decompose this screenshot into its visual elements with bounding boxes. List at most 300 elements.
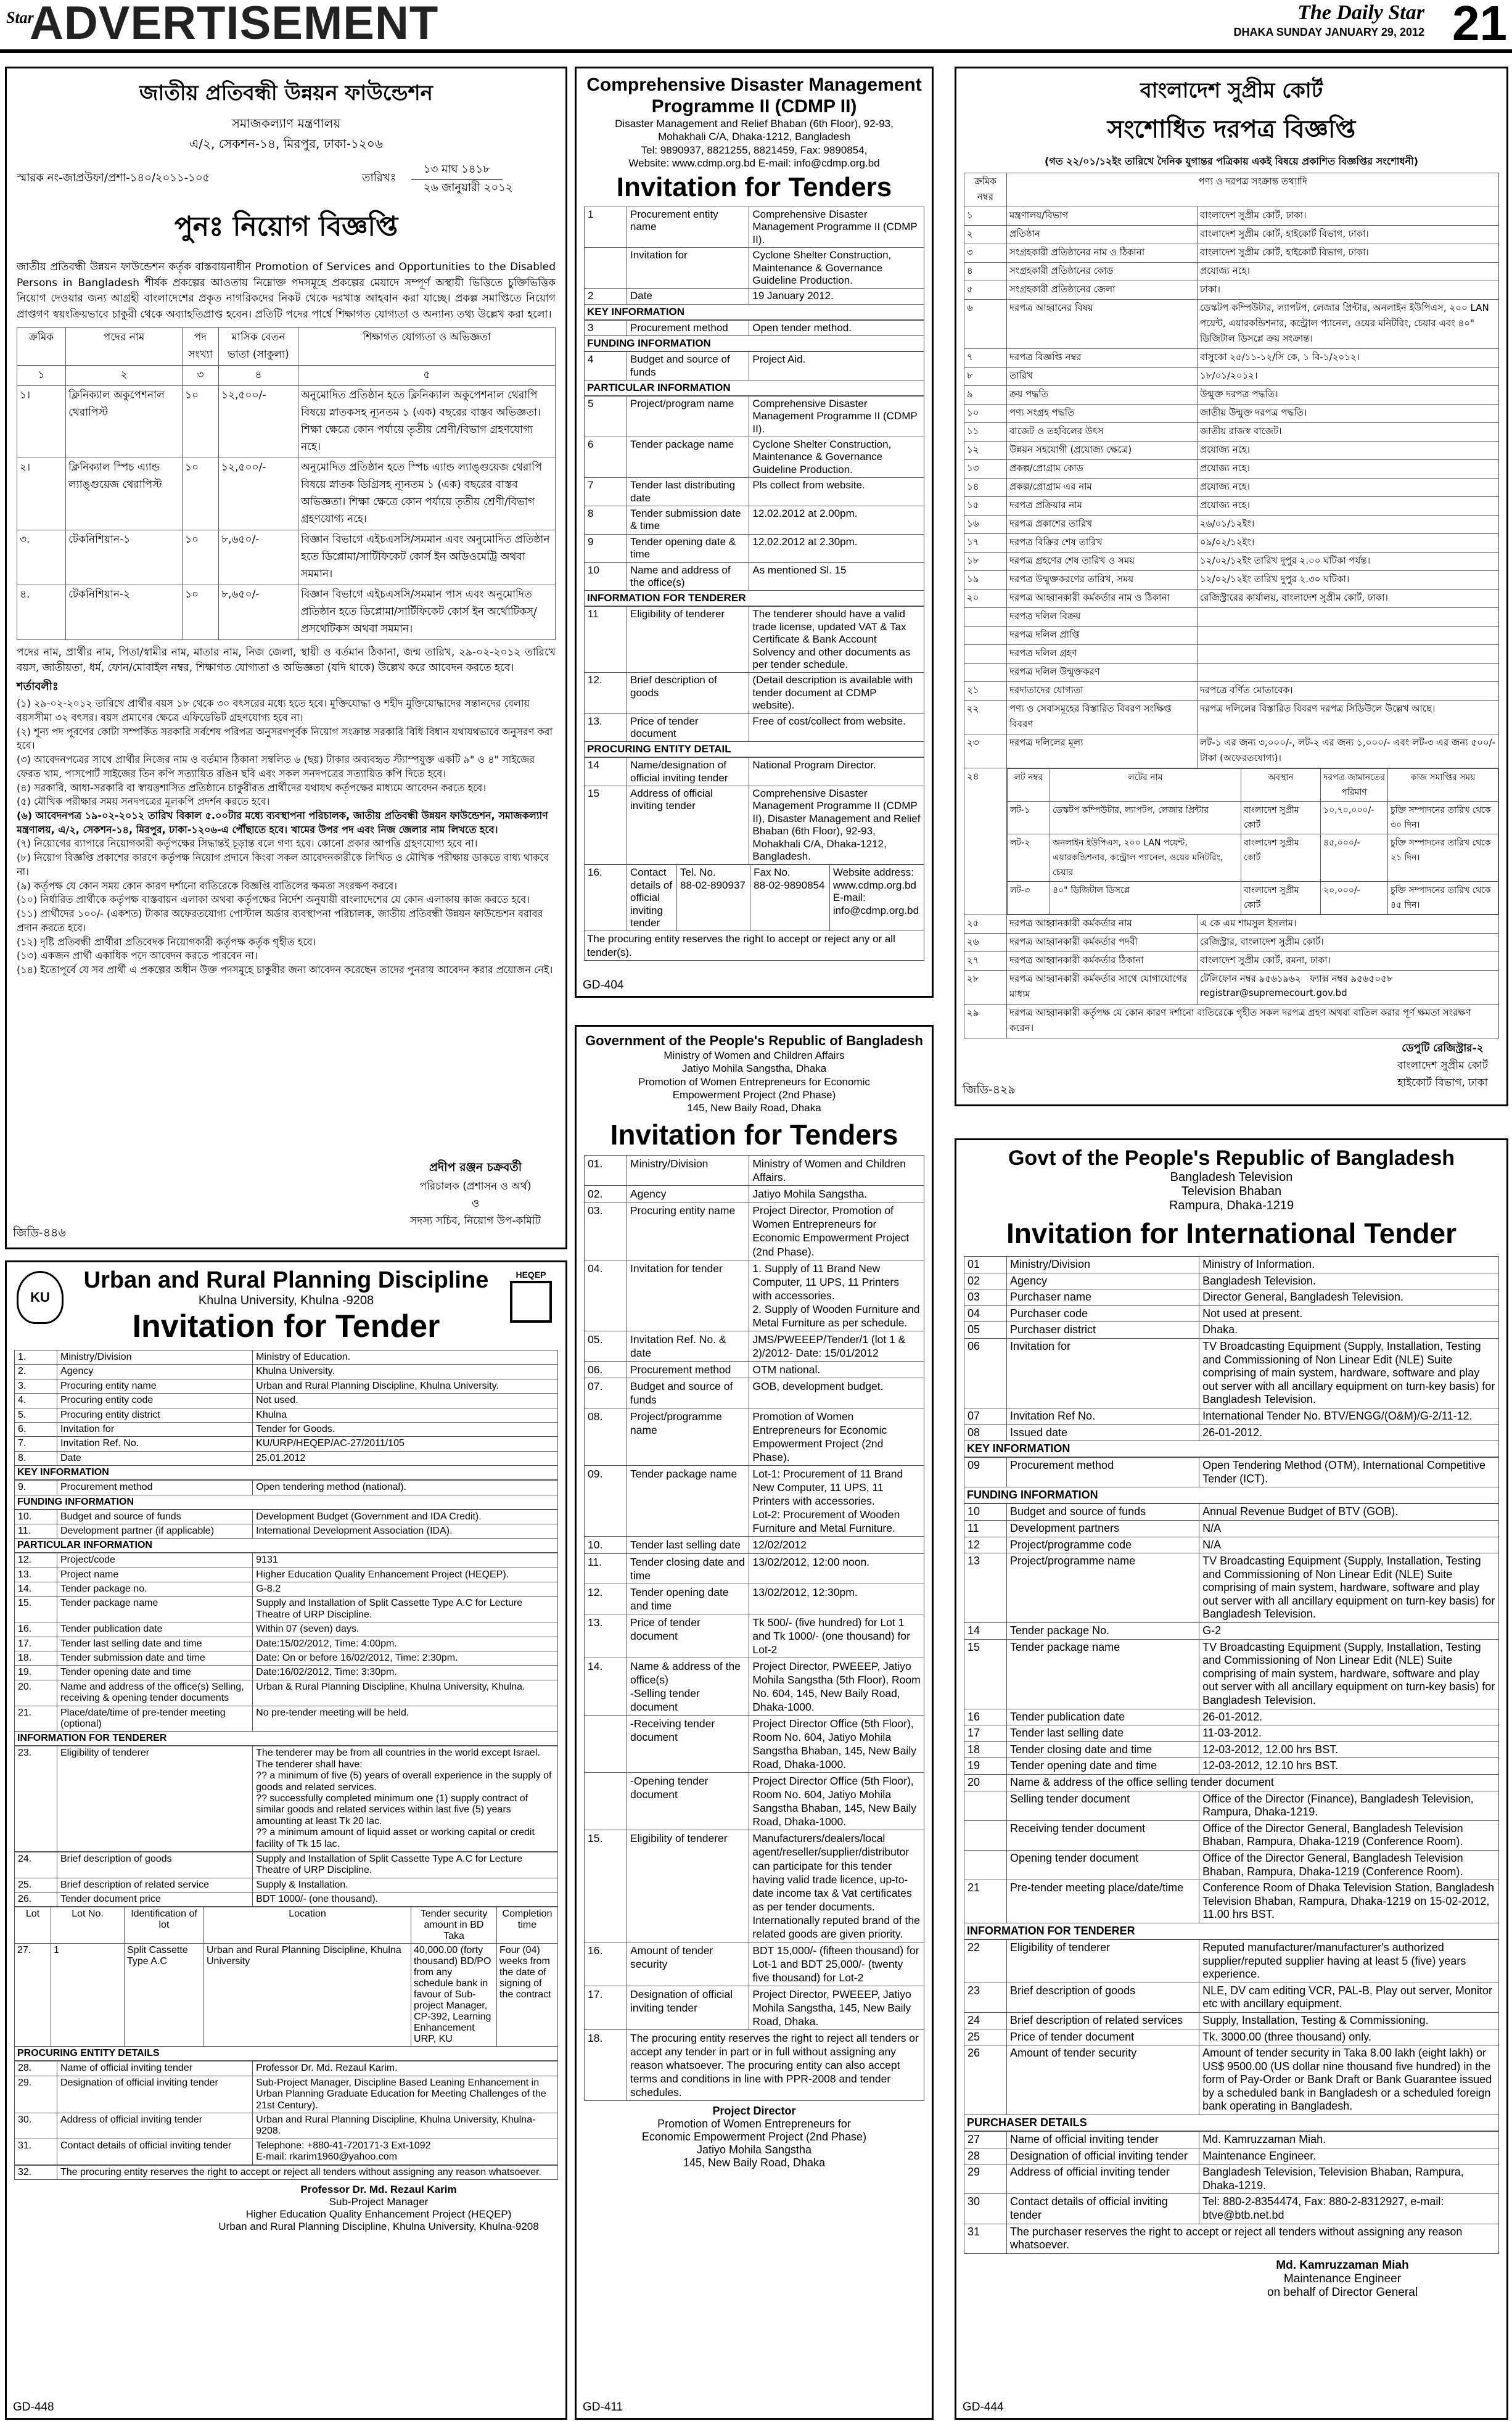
- cell: Opening tender document: [1007, 1850, 1199, 1880]
- cell: 25.: [15, 1878, 57, 1892]
- table-row: [964, 590, 1499, 608]
- ad1-terms-title: শর্তাবলীঃ: [17, 680, 59, 694]
- cell: 13.: [585, 713, 627, 742]
- cell: 14.: [15, 1582, 57, 1597]
- cell: 07.: [585, 1378, 627, 1408]
- cell: Urban and Rural Planning Discipline, Khulna University.: [253, 1379, 558, 1393]
- ad1-n5: ৫: [298, 366, 556, 386]
- elig-line: The tenderer may be from all countries in the world except Israel.: [256, 1748, 540, 1759]
- ad4-line: 145, New Baily Road, Dhaka: [687, 1102, 821, 1114]
- cell: অনুমোদিত প্রতিষ্ঠান হতে স্পিচ এ্যান্ড ল্যাঙ্গুয়েজ থেরাপি বিষয়ে স্নাতক ডিগ্রিসহ ন্যূনতম ১ (এক) বছরের বাস্তব অভিজ্ঞতা। শিক্ষা ক্ষেত্রে কোন পর্যায়ে তৃতীয় শ্রেণী/বিভাগ গ্রহণযোগ্য নহে।: [298, 458, 556, 530]
- cell: [964, 1820, 1007, 1850]
- cell: 13.: [15, 1568, 57, 1582]
- cell: ১২,৫০০/-: [219, 386, 298, 458]
- cell: Price of tender document: [627, 1614, 749, 1658]
- cell: The procuring entity reserves the right to reject all tenders or accept any tender in part or in full without assigning any reason whatsoever. The procuring entity can also accept terms and conditions in line with PPR-2008 and tender schedules.: [627, 2030, 924, 2101]
- cell: দরপত্র দলিল বিক্রয়: [1007, 608, 1198, 627]
- table-row: [15, 1893, 558, 1907]
- table-row: [585, 320, 924, 335]
- cell: ১২/০২/১২ইং তারিখ দুপুর ২.৩০ ঘটিকা।: [1198, 571, 1499, 590]
- cell: Address of official inviting tender: [1007, 2164, 1199, 2194]
- cell: বাংলাদেশ সুপ্রীম কোর্ট, ঢাকা।: [1198, 207, 1499, 226]
- cell: দরপত্র আহ্বানকারী কর্মকর্তার পদবী: [1007, 934, 1198, 952]
- cell: Tender package name: [627, 437, 749, 478]
- cell: Purchaser district: [1007, 1322, 1199, 1339]
- cell: Urban and Rural Planning Discipline, Khulna University, Khulna-9208.: [253, 2113, 558, 2139]
- table-row: [585, 1156, 924, 1186]
- cell: এ কে এম শামসুল ইসলাম।: [1198, 915, 1499, 934]
- cell: ১।: [17, 386, 66, 458]
- table-row: [15, 1651, 558, 1666]
- sig-line: 145, New Baily Road, Dhaka: [683, 2156, 826, 2169]
- cell: 14.: [585, 1658, 627, 1715]
- cell: ২।: [17, 458, 66, 530]
- cell: Supply and Installation of Split Cassette Type A.C for Lecture Theatre of URP Discipline.: [253, 1597, 558, 1622]
- cell: ডেস্কটপ কম্পিউটার, ল্যাপটপ, লেজার প্রিন্টার: [1050, 802, 1241, 834]
- cell: Invitation Ref. No.: [57, 1437, 253, 1451]
- cell: 12.: [585, 673, 627, 713]
- cell: Tender publication date: [57, 1622, 253, 1637]
- cell: G-8.2: [253, 1582, 558, 1597]
- cell: দরপত্র আহ্বানকারী কর্মকর্তার নাম ও ঠিকানা: [1007, 590, 1198, 608]
- cell: ক্লিনিক্যাল অকুপেশনাল থেরাপিস্ট: [66, 386, 183, 458]
- cell: Open tender method.: [749, 320, 924, 335]
- col-header: অবস্থান: [1241, 769, 1321, 802]
- cell: Tender package no.: [57, 1582, 253, 1597]
- table-row: [585, 1537, 924, 1553]
- table-row: [17, 386, 556, 458]
- cell: Project Aid.: [749, 352, 924, 380]
- ad5-signature: [199, 2184, 558, 2233]
- cell: The procuring entity reserves the right to accept or reject all tenders without assigning any reason whatsoever.: [57, 2165, 558, 2179]
- cell: [964, 1850, 1007, 1880]
- cell: Urban and Rural Planning Discipline, Khulna University: [204, 1944, 411, 2047]
- cell: প্রযোজ্য নহে।: [1198, 460, 1499, 479]
- sig-title: পরিচালক (প্রশাসন ও অর্থ): [419, 1180, 532, 1193]
- table-row: [964, 2224, 1499, 2253]
- cell: সংগ্রহকারী প্রতিষ্ঠানের নাম ও ঠিকানা: [1007, 244, 1198, 263]
- cell: 17: [964, 1725, 1007, 1742]
- cell: 25: [964, 2029, 1007, 2045]
- cell: Jatiyo Mohila Sangstha.: [749, 1186, 924, 1202]
- ad1-h-sl: ক্রমিক: [17, 328, 66, 366]
- table-row: [585, 352, 924, 380]
- cell: ঢাকা।: [1198, 281, 1499, 300]
- cell: প্রকল্প/প্রোগ্রাম এর নাম: [1007, 479, 1198, 497]
- cell: Tender opening date and time: [57, 1666, 253, 1680]
- ad5-title: Urban and Rural Planning Discipline: [83, 1267, 489, 1293]
- issue-date: DHAKA SUNDAY JANUARY 29, 2012: [1233, 26, 1424, 38]
- table-row: [585, 1466, 924, 1537]
- cell: Tel: 880-2-8354474, Fax: 880-2-8312927, e-mail: btve@btb.net.bd: [1199, 2194, 1499, 2224]
- cell: 2.: [15, 1365, 57, 1379]
- cell: 17.: [15, 1637, 57, 1651]
- ad3-title: সংশোধিত দরপত্র বিজ্ঞপ্তি: [1107, 115, 1356, 144]
- table-row: [585, 1716, 924, 1773]
- cell: 5: [585, 396, 627, 437]
- ad2-tel: Tel: 9890937, 8821255, 8821459, Fax: 9890854,: [641, 144, 868, 156]
- table-row: [585, 713, 924, 742]
- cell: 9: [585, 534, 627, 562]
- cell: ১৩: [964, 460, 1007, 479]
- table-row: [964, 386, 1499, 405]
- sig-division: হাইকোর্ট বিভাগ, ঢাকা: [1397, 1077, 1488, 1089]
- term-item: (৯) কর্তৃপক্ষ যে কোন সময় কোন কারণ দর্শানো ব্যতিরেকে বিজ্ঞপ্তি বাতিলের ক্ষমতা সংরক্ষণ করবে।: [17, 879, 398, 892]
- cell: 9.: [15, 1481, 57, 1495]
- cell: Open Tendering Method (OTM), International Competitive Tender (ICT).: [1199, 1458, 1499, 1487]
- cell: বাংলাদেশ সুপ্রীম কোর্ট, হাইকোর্ট বিভাগ, ঢাকা।: [1198, 226, 1499, 244]
- ad-women-ministry-tender: [575, 1025, 934, 2420]
- ad5-sub: Khulna University, Khulna -9208: [198, 1294, 374, 1307]
- cell: Cyclone Shelter Construction, Maintenance & Governance Guideline Production.: [749, 437, 924, 478]
- table-row: [964, 1709, 1499, 1725]
- cell: 01: [964, 1257, 1007, 1273]
- cell: Project/code: [57, 1553, 253, 1568]
- ad1-n2: ২: [66, 366, 183, 386]
- cell: 4: [585, 352, 627, 380]
- ad1-ministry: সমাজকল্যাণ মন্ত্রণালয়: [231, 116, 341, 131]
- fax-value: 88-02-9890854: [754, 879, 825, 891]
- cell: ১৬: [964, 516, 1007, 534]
- cell: মন্ত্রণালয়/বিভাগ: [1007, 207, 1198, 226]
- cell: ১১: [964, 423, 1007, 442]
- cell: দরপত্র আহ্বানকারী কর্তৃপক্ষ যে কোন কারণ দর্শানো ব্যতিরেকে গৃহীত সকল দরপত্র গ্রহণ অথবা বাতিল করার পূর্ণ ক্ষমতা সংরক্ষণ করেন।: [1007, 1005, 1499, 1038]
- cell: Tender closing date and time: [1007, 1741, 1199, 1758]
- cell: 12-03-2012, 12.00 hrs BST.: [1199, 1741, 1499, 1758]
- table-row: [964, 2132, 1499, 2148]
- cell: 40,000.00 (forty thousand) BD/PO from any schedule bank in favour of Sub-project Manager, CP-392, Learning Enhancement URP, KU: [411, 1944, 497, 2047]
- email-link[interactable]: info@cdmp.org.bd: [832, 904, 919, 916]
- cell: ক্লিনিক্যাল স্পিচ এ্যান্ড ল্যাঙ্গুয়েজ থেরাপিস্ট: [66, 458, 183, 530]
- cell: দরপত্র দলিলের বিস্তারিত বিবরণ দরপত্র সিডিউলে উল্লেখ আছে।: [1198, 701, 1499, 734]
- cell: ২১: [964, 682, 1007, 701]
- cell: Pls collect from website.: [749, 478, 924, 506]
- table-row: [585, 1986, 924, 2029]
- ad3-code: জিডি-৪২৯: [963, 1083, 1016, 1096]
- cell: Tender submission date & time: [627, 506, 749, 535]
- tel-value: ৯৫৬১৯৬২: [1259, 973, 1301, 984]
- cell: 4.: [15, 1394, 57, 1408]
- table-row: [964, 1537, 1499, 1553]
- ad6-heading: Invitation for International Tender: [1006, 1217, 1457, 1249]
- cell: JMS/PWEEEP/Tender/1 (lot 1 & 2)/2012- Date: 15/01/2012: [749, 1331, 924, 1361]
- cell: TV Broadcasting Equipment (Supply, Installation, Testing and Commissioning of Non Linear Edit (NLE) Suite comprising of main system, hardware, software and play out server with all ancillary equipment on turn-key basis) for Bangladesh Television.: [1199, 1338, 1499, 1408]
- ad1-intro: জাতীয় প্রতিবন্ধী উন্নয়ন ফাউন্ডেশন কর্তৃক বাস্তবায়নাধীন Promotion of Services and Opportunities to the Disabled Persons in Bangladesh শীর্ষক প্রকল্পের আওতায় নিম্নোক্ত পদসমূহে প্রকল্পের মেয়াদে সম্পূর্ণ অস্থায়ী ভিত্তিতে চুক্তিভিত্তিক নিয়োগ দেওয়ার জন্য আগ্রহী বাংলাদেশের প্রকৃত নাগরিকদের নিকট থেকে দরখাস্ত আহবান করা যাচ্ছে। প্রকল্প সমাপ্তিতে নিয়োগ প্রাপ্তগণ স্বয়ংক্রিয়ভাবে চাকুরী থেকে অব্যাহতিপ্রাপ্ত হবেন। প্রতিটি পদের পার্শ্বে শিক্ষাগত যোগ্যতা ও অন্যান্য তথ্য উল্লেখ করা হলো।: [17, 261, 556, 321]
- table-row: [15, 1510, 558, 1524]
- cell: বাসুকো ২৫/১১-১২/সি কে, ১ বি-১/২০১২।: [1198, 349, 1499, 368]
- table-row: [585, 437, 924, 478]
- table-row: [964, 423, 1499, 442]
- cell: Brief description of goods: [1007, 1983, 1199, 2012]
- cell: দরপত্র দলিল গ্রহণ: [1007, 645, 1198, 664]
- ad1-date-label: তারিখঃ: [362, 171, 396, 184]
- cell: ১০: [964, 405, 1007, 423]
- cell: Procuring entity name: [627, 1202, 749, 1260]
- cell: রেজিস্ট্রার, বাংলাদেশ সুপ্রীম কোর্ট।: [1198, 934, 1499, 952]
- cell: পণ্য ও সেবাসমূহের বিস্তারিত বিবরণ সংক্ষিপ্ত বিবরণ: [1007, 701, 1198, 734]
- table-row: [964, 1880, 1499, 1923]
- cell: TV Broadcasting Equipment (Supply, Installation, Testing and Commissioning of Non Linear Edit (NLE) Suite comprising of main system, hardware, software and play out server with all ancillary equipment on turn-key basis) for Bangladesh Television.: [1199, 1553, 1499, 1623]
- cell: Bangladesh Television, Television Bhaban, Rampura, Dhaka-1219.: [1199, 2164, 1499, 2194]
- cell: Development partner (if applicable): [57, 1524, 253, 1538]
- cell: 12/02/2012: [749, 1537, 924, 1553]
- table-row: [15, 1597, 558, 1622]
- cell: Agency: [57, 1365, 253, 1379]
- table-row: [15, 1706, 558, 1732]
- table-row: [964, 1504, 1499, 1521]
- cell: Reputed manufacturer/manufacturer's authorized supplier/reputed supplier having at least 5 (five) years experience.: [1199, 1939, 1499, 1983]
- cell: Name of official inviting tender: [57, 2061, 253, 2076]
- cell: ২৯: [964, 1005, 1007, 1038]
- ad1-n1: ১: [17, 366, 66, 386]
- cell: দরপত্র বিক্রির শেষ তারিখ: [1007, 534, 1198, 553]
- cell: টেকনিশিয়ান-২: [66, 585, 183, 640]
- cell: Agency: [627, 1186, 749, 1202]
- table-row: [964, 1553, 1499, 1623]
- cell: ৩: [964, 244, 1007, 263]
- cell: Lot-1: Procurement of 11 Brand New Computer, 11 UPS, 11 Printers with accessories. Lot-2: Procurement of Wooden Furniture and Metal Furniture.: [749, 1466, 924, 1537]
- cell: ১০: [183, 458, 219, 530]
- cell: 06: [964, 1338, 1007, 1408]
- table-row: [964, 207, 1499, 226]
- cell: 30.: [15, 2113, 57, 2139]
- cell: ৮,৬৫০/-: [219, 530, 298, 585]
- table-row: [964, 460, 1499, 479]
- sig-name: Md. Kamruzzaman Miah: [1276, 2258, 1409, 2272]
- cell: Contact details of official inviting tender: [1007, 2194, 1199, 2224]
- cell: Budget and source of funds: [1007, 1504, 1199, 1521]
- cell: 23.: [15, 1746, 57, 1852]
- table-row: [585, 534, 924, 562]
- cell: ক্রয় পদ্ধতি: [1007, 386, 1198, 405]
- cell: ৮,৬৫০/-: [219, 585, 298, 640]
- sig-title: Project Director: [712, 2105, 796, 2118]
- table-row: [964, 682, 1499, 701]
- ad2-heading: Invitation for Tenders: [616, 172, 892, 202]
- cell: 13.: [585, 1614, 627, 1658]
- cell: Project name: [57, 1568, 253, 1582]
- table-row: [964, 1289, 1499, 1306]
- table-row: [964, 1639, 1499, 1709]
- cell: BDT 15,000/- (fifteen thousand) for Lot-1 and BDT 25,000/- (twenty five thousand) for Lot-2: [749, 1942, 924, 1986]
- cell: Brief description of related services: [1007, 2012, 1199, 2029]
- cell: 6.: [15, 1422, 57, 1436]
- table-row: [964, 1322, 1499, 1339]
- cell: Comprehensive Disaster Management Programme II (CDMP II).: [749, 396, 924, 437]
- table-row: [585, 1614, 924, 1658]
- table-row: [964, 1338, 1499, 1408]
- cell: সংগ্রহকারী প্রতিষ্ঠানের জেলা: [1007, 281, 1198, 300]
- table-row: [964, 2029, 1499, 2045]
- cell: 03: [964, 1289, 1007, 1306]
- sig-title: ডেপুটি রেজিস্ট্রার-২: [1402, 1042, 1484, 1054]
- cell: Eligibility of tenderer: [1007, 1939, 1199, 1983]
- table-row: [964, 1820, 1499, 1850]
- cell: 11.: [585, 1553, 627, 1584]
- cell: G-2: [1199, 1623, 1499, 1640]
- cell: Place/date/time of pre-tender meeting (optional): [57, 1706, 253, 1732]
- cell: Date:16/02/2012, Time: 3:30pm.: [253, 1666, 558, 1680]
- cell: উন্মুক্ত দরপত্র পদ্ধতি।: [1198, 386, 1499, 405]
- cell: ১০: [183, 530, 219, 585]
- cell: 15: [964, 1639, 1007, 1709]
- cell: তারিখ: [1007, 368, 1198, 386]
- cell: 23: [964, 1983, 1007, 2012]
- ad2-addr: Mohakhali C/A, Dhaka-1212, Bangladesh: [658, 131, 850, 143]
- table-row: [964, 2194, 1499, 2224]
- ad2-addr: Disaster Management and Relief Bhaban (6th Floor), 92-93,: [615, 118, 894, 129]
- term-item: (৮) নিয়োগ বিজ্ঞপ্তি প্রকাশের কারণে কর্তৃপক্ষ নিয়োগ প্রদানে কিংবা সকল আবেদনকারীকে লিখিত ও মৌখিক পরীক্ষায় ডাকতে বাধ্য থাকবে না।: [17, 852, 549, 878]
- cell: 12: [964, 1537, 1007, 1553]
- table-row: [585, 1202, 924, 1260]
- ad2-footer: The procuring entity reserves the right to accept or reject any or all tender(s).: [584, 931, 924, 961]
- term-item: (১০) নির্ধারিত প্রার্থীকে কর্তৃপক্ষ বাস্তবায়ন এলাকা অথবা কর্তৃপক্ষের নির্দেশ অনুযায়ী বাংলাদেশের যে কোন এলাকায় কাজ করতে হবে।: [17, 894, 530, 906]
- cell: 21: [964, 1880, 1007, 1923]
- cell: 28.: [15, 2061, 57, 2076]
- cell: 31.: [15, 2139, 57, 2164]
- cell: Director General, Bangladesh Television.: [1199, 1289, 1499, 1306]
- ad3-signature: [1397, 1040, 1488, 1092]
- ad4-gov: Government of the People's Republic of Bangladesh: [585, 1033, 923, 1048]
- ad-recruitment: [5, 67, 567, 1249]
- ad2-title: Comprehensive Disaster Management Programme II (CDMP II): [586, 75, 922, 117]
- ad1-h-post: পদের নাম: [66, 328, 183, 366]
- cell: Higher Education Quality Enhancement Project (HEQEP).: [253, 1568, 558, 1582]
- cell: Ministry of Women and Children Affairs.: [749, 1156, 924, 1186]
- cell: 3: [585, 320, 627, 335]
- cell: No pre-tender meeting will be held.: [253, 1706, 558, 1732]
- cell: Purchaser code: [1007, 1305, 1199, 1322]
- table-row: [964, 1983, 1499, 2012]
- cell: 8: [585, 506, 627, 535]
- table-row: [15, 2076, 558, 2113]
- cell: Tender document price: [57, 1893, 253, 1907]
- cell: পণ্য সংগ্রহ পদ্ধতি: [1007, 405, 1198, 423]
- heqep-logo-text: HEQEP: [516, 1270, 546, 1280]
- cell: 30: [964, 2194, 1007, 2224]
- sig-title: Maintenance Engineer: [1283, 2272, 1402, 2285]
- cell: Maintenance Engineer.: [1199, 2148, 1499, 2164]
- cell: Address of official inviting tender: [627, 786, 749, 865]
- table-row: [15, 1568, 558, 1582]
- cell: 05: [964, 1322, 1007, 1339]
- section-heading: INFORMATION FOR TENDERER: [964, 1923, 1499, 1939]
- col-header: Tender security amount in BD Taka: [411, 1907, 497, 1944]
- cell: 29.: [15, 2076, 57, 2113]
- cell: ৮: [964, 368, 1007, 386]
- cell: Procuring entity name: [57, 1379, 253, 1393]
- cell: Comprehensive Disaster Management Programme II (CDMP II), Disaster Management and Relief Bhaban (6th Floor), 92-93, Mohakhali C/A, Dhaka-1212, Bangladesh.: [749, 786, 924, 865]
- web-label: Website address:: [832, 866, 914, 879]
- ad6-line: Rampura, Dhaka-1219: [1169, 1199, 1294, 1212]
- table-row: [964, 2012, 1499, 2029]
- cell: ২৪: [964, 768, 1007, 915]
- col-header: লট নম্বর: [1008, 769, 1050, 802]
- cell: Invitation Ref No.: [1007, 1408, 1199, 1424]
- table-row: [15, 2113, 558, 2139]
- ad1-terms: [17, 697, 556, 977]
- term-item: (৬) আবেদনপত্র ১৯-০২-২০১২ তারিখ বিকাল ৫.০০টার মধ্যে ব্যবস্থাপনা পরিচালক, জাতীয় প্রতিবন্ধী উন্নয়ন ফাউন্ডেশন, সমাজকল্যাণ মন্ত্রণালয়, এ/২, সেকশন-১৪, মিরপুর, ঢাকা-১২০৬-এ পৌঁছাতে হবে। খামের উপর পদ এবং নিজ জেলার নাম লিখতে হবে।: [17, 810, 548, 836]
- term-item: (৭) নিয়োগের ব্যাপারে নিয়োগকারী কর্তৃপক্ষের সিদ্ধান্তই চূড়ান্ত বলে গণ্য হবে। কোনো প্রকার আপত্তি গ্রহণযোগ্য হবে না।: [17, 837, 478, 850]
- cell: ১০,৭০,০০০/-: [1321, 802, 1388, 834]
- cell: ১৭: [964, 534, 1007, 553]
- cell: Project/programme code: [1007, 1537, 1199, 1553]
- ad4-signature: [584, 2105, 924, 2169]
- cell: Name & address of the office(s) -Selling tender document: [627, 1658, 749, 1715]
- table-row: [964, 300, 1499, 349]
- cell: 15.: [15, 1597, 57, 1622]
- cell: Promotion of Women Entrepreneurs for Economic Empowerment Project (2nd Phase).: [749, 1408, 924, 1466]
- cell: অনলাইন ইউপিএস, ২০০ LAN পয়েন্ট, এয়ারকন্ডিশনার, কন্ট্রোল প্যানেল, ওয়ের মনিটরিং, চেয়ার: [1050, 834, 1241, 882]
- sig-line: Higher Education Quality Enhancement Project (HEQEP): [245, 2208, 512, 2220]
- sig-line: Promotion of Women Entrepreneurs for: [657, 2118, 851, 2131]
- section-heading: KEY INFORMATION: [584, 305, 924, 320]
- table-row: [15, 2061, 558, 2076]
- cell: 05.: [585, 1331, 627, 1361]
- cell: Designation of official inviting tender: [57, 2076, 253, 2113]
- cell: 18: [964, 1741, 1007, 1758]
- cell: ১২: [964, 442, 1007, 460]
- web-link[interactable]: www.cdmp.org.bd: [832, 879, 917, 891]
- newspaper-brand: The Daily Star: [1297, 1, 1424, 24]
- cell: 19: [964, 1758, 1007, 1775]
- table-row: [585, 1361, 924, 1378]
- cell: অনুমোদিত প্রতিষ্ঠান হতে ক্লিনিক্যাল অকুপেশনাল থেরাপি বিষয়ে স্নাতকসহ ন্যূনতম ১ (এক) বছরের বাস্তব অভিজ্ঞতা। শিক্ষা ক্ষেত্রে কোন পর্যায়ে তৃতীয় শ্রেণী/বিভাগ গ্রহণযোগ্য নহে।: [298, 386, 556, 458]
- cell: 13: [964, 1553, 1007, 1623]
- cell: Tender for Goods.: [253, 1422, 558, 1436]
- cell: Office of the Director (Finance), Bangladesh Television, Rampura, Dhaka-1219.: [1199, 1791, 1499, 1820]
- term-item: (৫) মৌখিক পরীক্ষার সময় সনদপত্রের মূলকপি প্রদর্শন করতে হবে।: [17, 795, 270, 808]
- cell: Invitation for tender: [627, 1260, 749, 1331]
- table-row: [585, 607, 924, 673]
- email-link[interactable]: registrar@supremecourt.gov.bd: [1200, 987, 1347, 998]
- cell: Designation of official inviting tender: [1007, 2148, 1199, 2164]
- cell: 3.: [15, 1379, 57, 1393]
- table-row: [964, 1408, 1499, 1424]
- cell: 17.: [585, 1986, 627, 2029]
- cell: 16.: [585, 1942, 627, 1986]
- cell: Date: [57, 1451, 253, 1465]
- cell: চুক্তি সম্পাদনের তারিখ থেকে ২১ দিন।: [1388, 834, 1498, 882]
- cell: 1. Supply of 11 Brand New Computer, 11 UPS, 11 Printers with accessories. 2. Supply of Wooden Furniture and Metal Furniture as per schedule.: [749, 1260, 924, 1331]
- cell: Eligibility of tenderer: [627, 607, 749, 673]
- cell: 5.: [15, 1408, 57, 1422]
- cell: Amount of tender security in Taka 8.00 lakh (eight lakh) or US$ 9500.00 (US dollar nine thousand five hundred) in the form of Pay-Order or Bank Draft or Bank Guarantee issued by a scheduled bank in Bangladesh or a scheduled foreign bank operating in Bangladesh.: [1199, 2045, 1499, 2115]
- cell: 08: [964, 1424, 1007, 1441]
- elig-line: ?? successfully completed minimum one (1) supply contract of similar goods and related services within last five (5) years amounting at least Tk 20 lac.: [256, 1793, 528, 1827]
- table-row: [964, 349, 1499, 368]
- ad1-h-req: শিক্ষাগত যোগ্যতা ও অভিজ্ঞতা: [298, 328, 556, 366]
- cell: ৪: [964, 263, 1007, 281]
- cell: International Tender No. BTV/ENGG/(O&M)/G-2/11-12.: [1199, 1408, 1499, 1424]
- cell: Budget and source of funds: [57, 1510, 253, 1524]
- cell: Pre-tender meeting place/date/time: [1007, 1880, 1199, 1923]
- cell: 29: [964, 2164, 1007, 2194]
- col-header: Lot No.: [51, 1907, 125, 1944]
- cell: Ministry/Division: [57, 1350, 253, 1365]
- cell: Eligibility of tenderer: [57, 1746, 253, 1852]
- cell: Tender opening date and time: [1007, 1758, 1199, 1775]
- cell: (Detail description is available with tender document at CDMP website).: [749, 673, 924, 713]
- cell: Project Director, PWEEEP, Jatiyo Mohila Sangstha (5th Floor), Room No. 604, 145, New Baily Road, Dhaka-1000.: [749, 1658, 924, 1715]
- cell: Receiving tender document: [1007, 1820, 1199, 1850]
- col-header: Lot: [15, 1907, 51, 1944]
- cell: 1: [585, 207, 627, 248]
- cell: Name and address of the office(s) Selling, receiving & opening tender documents: [57, 1680, 253, 1706]
- table-row: [585, 1658, 924, 1715]
- table-row: [964, 1520, 1499, 1537]
- cell: 13/02/2012, 12:00 noon.: [749, 1553, 924, 1584]
